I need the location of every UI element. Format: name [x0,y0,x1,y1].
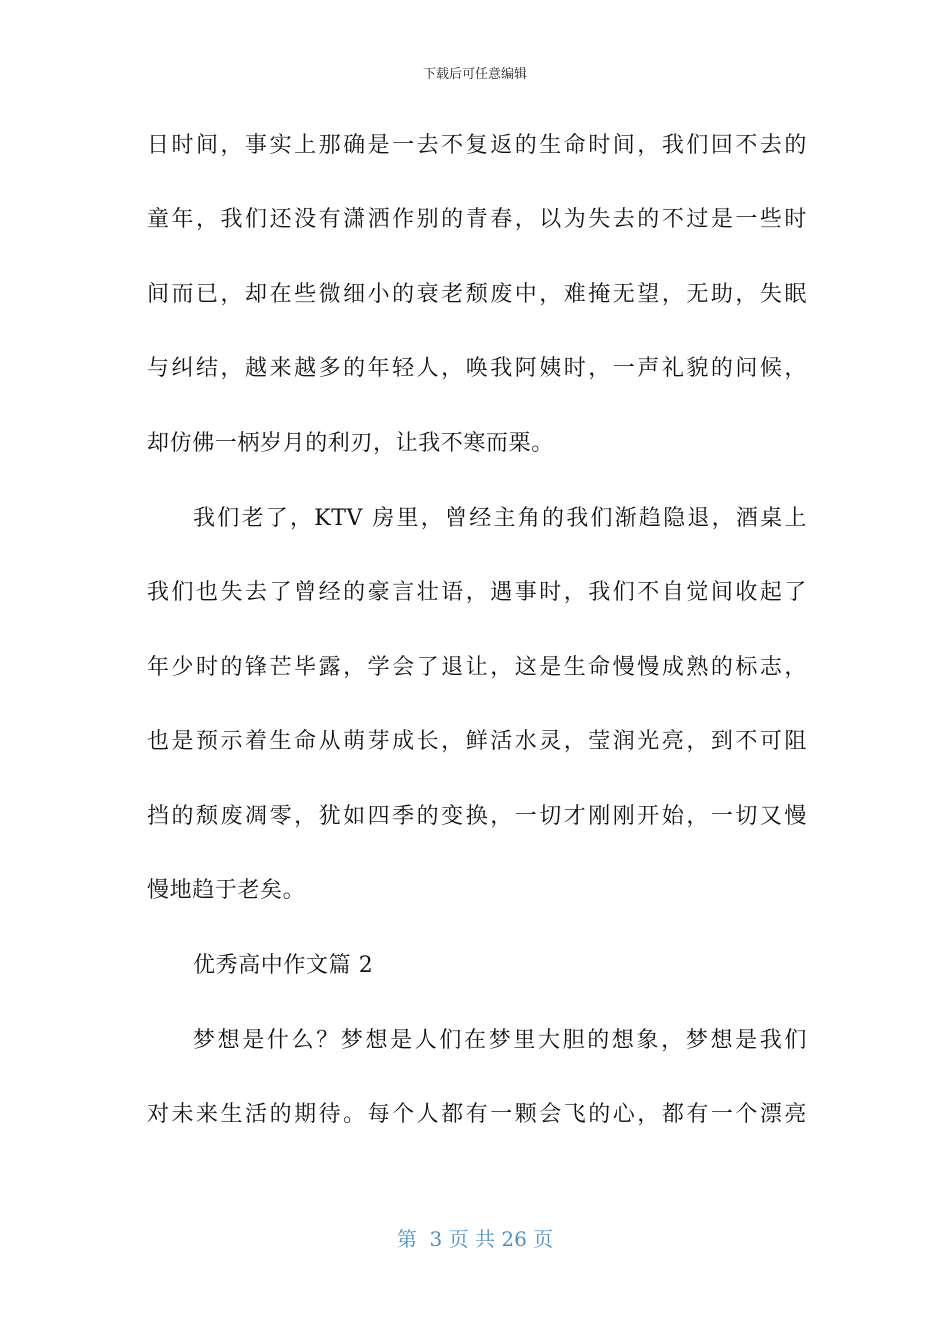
text-line: 日时间，事实上那确是一去不复返的生命时间，我们回不去的 [147,133,807,158]
text-line: 间而已，却在些微细小的衰老颓废中，难掩无望，无助，失眠 [147,282,807,307]
text-line: 我们也失去了曾经的豪言壮语，遇事时，我们不自觉间收起了 [147,580,807,605]
text-line: 慢地趋于老矣。 [147,878,306,903]
text-line: 我们老了，KTV 房里，曾经主角的我们渐趋隐退，酒桌上 [193,506,807,531]
page-number-footer: 第 3 页 共 26 页 [396,1227,554,1251]
text-line: 年少时的锋芒毕露，学会了退让，这是生命慢慢成熟的标志， [147,655,807,680]
text-line: 对未来生活的期待。每个人都有一颗会飞的心，都有一个漂亮 [147,1102,807,1127]
text-line: 与纠结，越来越多的年轻人，唤我阿姨时，一声礼貌的问候， [147,356,807,381]
text-line: 却仿佛一柄岁月的利刃，让我不寒而栗。 [147,431,554,456]
text-line: 挡的颓废凋零，犹如四季的变换，一切才刚刚开始，一切又慢 [147,804,807,829]
page-header: 下载后可任意编辑 [422,67,527,82]
text-line: 梦想是什么？梦想是人们在梦里大胆的想象，梦想是我们 [193,1028,807,1053]
text-line: 童年，我们还没有潇洒作别的青春，以为失去的不过是一些时 [147,207,807,232]
section-heading: 优秀高中作文篇 2 [193,953,374,978]
text-line: 也是预示着生命从萌芽成长，鲜活水灵，莹润光亮，到不可阻 [147,729,807,754]
